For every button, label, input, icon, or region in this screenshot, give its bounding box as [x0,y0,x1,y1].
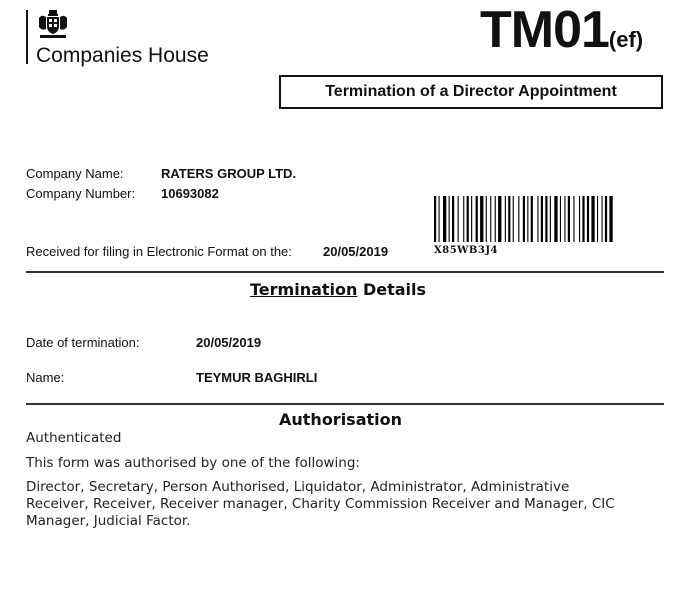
received-label: Received for filing in Electronic Format on the: [26,244,292,259]
company-number-label: Company Number: [26,186,136,201]
authorisation-roles-line-2: Receiver, Receiver, Receiver manager, Charity Commission Receiver and Manager, CIC [26,496,615,512]
company-number-value: 10693082 [161,186,219,201]
authorisation-heading: Authorisation [279,410,403,429]
director-name-value: TEYMUR BAGHIRLI [196,370,318,385]
form-code-main: TM01 [480,1,609,59]
barcode-image [434,196,658,242]
received-date: 20/05/2019 [323,244,389,259]
termination-date-value: 20/05/2019 [196,335,262,350]
section-divider [26,403,664,405]
form-code-suffix: (ef) [608,27,644,52]
authorisation-status: Authenticated [26,430,122,446]
company-name-label: Company Name: [26,166,124,181]
form-title: Termination of a Director Appointment [279,75,663,109]
termination-heading-rest: Details [357,280,427,299]
section-divider [26,271,664,273]
form-code [480,1,644,59]
company-name-value: RATERS GROUP LTD. [161,166,297,181]
termination-heading-underlined: Termination [250,280,358,299]
termination-heading [250,280,426,299]
royal-crest-icon [36,8,70,40]
header-divider [26,10,28,64]
brand-name: Companies House [36,44,209,67]
authorisation-roles-line-1: Director, Secretary, Person Authorised, Liquidator, Administrator, Administrative [26,479,570,495]
termination-date-label: Date of termination: [26,335,140,350]
barcode-text: X85WB3J4 [434,245,499,256]
authorisation-roles-line-3: Manager, Judicial Factor. [26,513,191,529]
authorisation-intro: This form was authorised by one of the following: [26,455,360,471]
director-name-label: Name: [26,370,65,385]
